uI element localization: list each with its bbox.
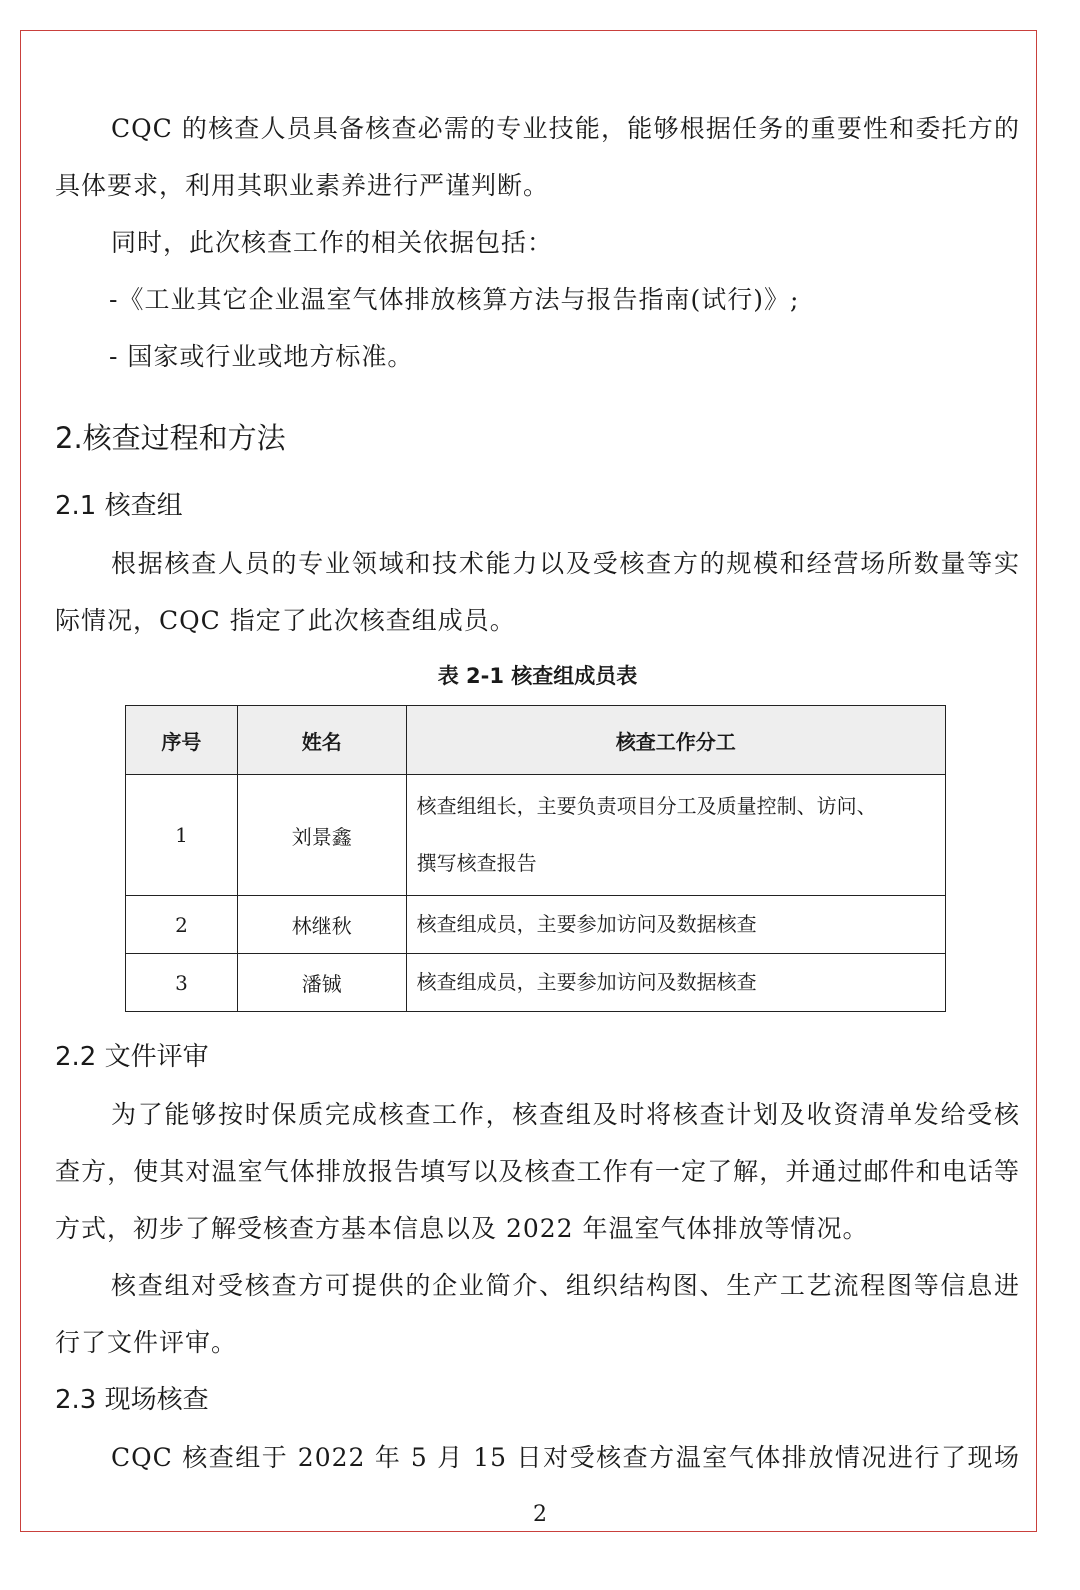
column-header-number: 序号 — [126, 706, 238, 775]
column-header-name: 姓名 — [237, 706, 406, 775]
member-duty — [406, 775, 945, 896]
table-row — [126, 954, 946, 1012]
member-duty: 核查组成员，主要参加访问及数据核查 — [406, 954, 945, 1012]
member-duty-line: 核查组组长，主要负责项目分工及质量控制、访问、 — [416, 794, 877, 818]
section-2-1-heading: 2.1 核查组 — [55, 491, 183, 521]
section-2-3-paragraph: CQC 核查组于 2022 年 5 月 15 日对受核查方温室气体排放情况进行了现场 — [111, 1443, 1020, 1472]
section-2-2-heading: 2.2 文件评审 — [55, 1042, 209, 1072]
intro-paragraph-2: 同时，此次核查工作的相关依据包括： — [111, 228, 554, 257]
team-member-table — [125, 705, 946, 1012]
column-header-duty: 核查工作分工 — [406, 706, 945, 775]
table-row — [126, 775, 946, 896]
member-name: 林继秋 — [237, 896, 406, 954]
basis-item-2: - 国家或行业或地方标准。 — [109, 342, 414, 371]
intro-paragraph-1: CQC 的核查人员具备核查必需的专业技能，能够根据任务的重要性和委托方的具体要求，利用其职业素养进行严谨判断。 — [55, 114, 1020, 200]
page-number: 2 — [533, 1502, 547, 1527]
table-caption: 表 2-1 核查组成员表 — [437, 664, 638, 688]
row-number: 1 — [126, 775, 238, 896]
section-2-3-heading: 2.3 现场核查 — [55, 1385, 209, 1415]
table-header-row — [126, 706, 946, 775]
member-name: 刘景鑫 — [237, 775, 406, 896]
basis-item-1: -《工业其它企业温室气体排放核算方法与报告指南(试行)》; — [109, 285, 800, 314]
member-duty: 核查组成员，主要参加访问及数据核查 — [406, 896, 945, 954]
member-duty-line: 撰写核查报告 — [416, 851, 537, 875]
section-2-1-paragraph: 根据核查人员的专业领域和技术能力以及受核查方的规模和经营场所数量等实际情况，CQC 指定了此次核查组成员。 — [55, 549, 1020, 635]
row-number: 2 — [126, 896, 238, 954]
table-row — [126, 896, 946, 954]
section-2-2-paragraph-2: 核查组对受核查方可提供的企业简介、组织结构图、生产工艺流程图等信息进行了文件评审。 — [55, 1271, 1020, 1357]
document-body — [55, 100, 1020, 1486]
member-name: 潘铖 — [237, 954, 406, 1012]
row-number: 3 — [126, 954, 238, 1012]
section-2-heading: 2.核查过程和方法 — [55, 421, 286, 455]
section-2-2-paragraph-1: 为了能够按时保质完成核查工作，核查组及时将核查计划及收资清单发给受核查方，使其对温室气体排放报告填写以及核查工作有一定了解，并通过邮件和电话等方式，初步了解受核查方基本信息以及 2022 年温室气体排放等情况。 — [55, 1100, 1020, 1243]
